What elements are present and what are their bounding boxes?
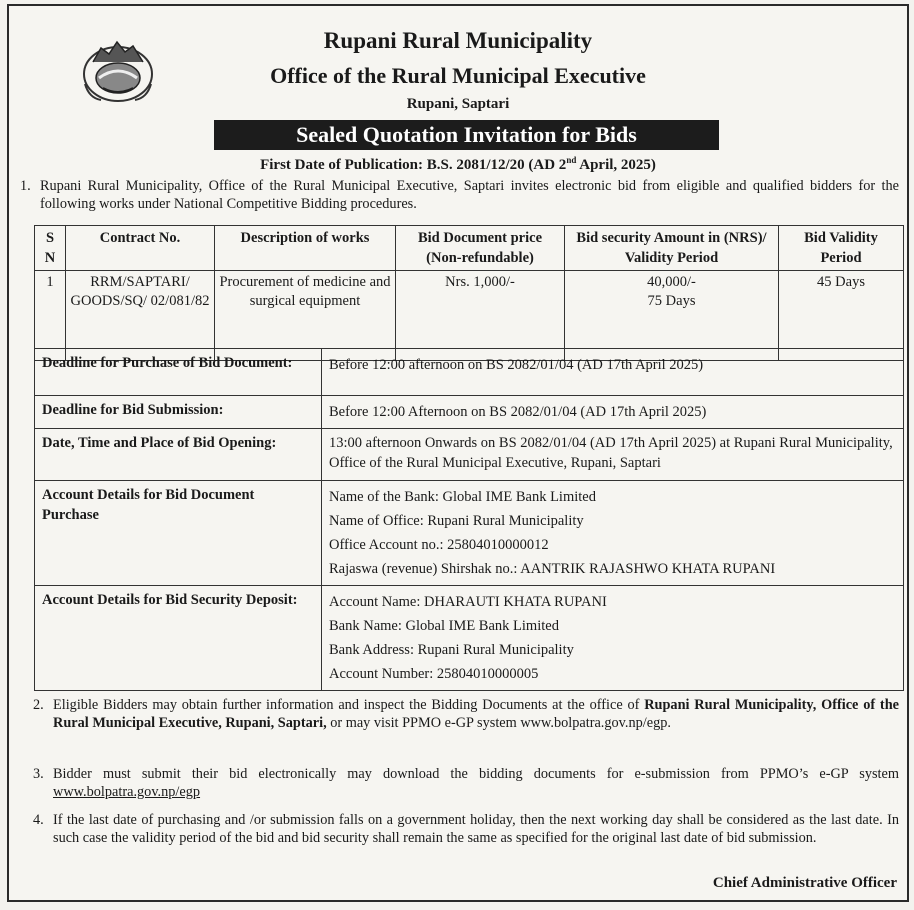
office-location: Rupani, Saptari [406, 96, 510, 112]
detail-value: Before 12:00 Afternoon on BS 2082/01/04 (AD 17th April 2025) [322, 396, 904, 429]
cell-security [565, 271, 779, 361]
detail-value: Name of the Bank: Global IME Bank Limited Name of Office: Rupani Rural Municipality Office Account no.: 25804010000012 Rajaswa (revenue) Shirshak no.: AANTRIK RAJASHWO KHATA RUPANI [322, 481, 904, 586]
signature: Chief Administrative Officer [712, 875, 897, 891]
cell-description: Procurement of medicine and surgical equipment [215, 271, 396, 361]
col-validity: Bid Validity Period [779, 226, 904, 271]
cell-validity: 45 Days [779, 271, 904, 361]
security-period: 75 Days [647, 293, 696, 309]
detail-value: Account Name: DHARAUTI KHATA RUPANI Bank Name: Global IME Bank Limited Bank Address: Rupani Rural Municipality Account Number: 25804010000005 [322, 586, 904, 691]
publication-date: First Date of Publication: B.S. 2081/12/20 (AD 2nd April, 2025) [260, 155, 656, 173]
office-name: Office of the Rural Municipal Executive [270, 63, 646, 88]
cell-contract: RRM/SAPTARI/ GOODS/SQ/ 02/081/82 [66, 271, 215, 361]
detail-row [35, 429, 904, 481]
detail-row [35, 349, 904, 396]
detail-row [35, 586, 904, 691]
cell-sn: 1 [35, 271, 66, 361]
detail-value: 13:00 afternoon Onwards on BS 2082/01/04 (AD 17th April 2025) at Rupani Rural Municipality, Office of the Rural Municipal Executive, Rupani, Saptari [322, 429, 904, 481]
detail-label: Deadline for Purchase of Bid Document: [35, 349, 322, 396]
col-sn: S N [35, 226, 66, 271]
egp-link[interactable]: www.bolpatra.gov.np/egp [53, 784, 201, 800]
detail-row [35, 396, 904, 429]
detail-label: Date, Time and Place of Bid Opening: [35, 429, 322, 481]
col-security: Bid security Amount in (NRS)/ Validity Period [565, 226, 779, 271]
detail-row [35, 481, 904, 586]
detail-value: Before 12:00 afternoon on BS 2082/01/04 (AD 17th April 2025) [322, 349, 904, 396]
notice-page: Rupani Rural Municipality Office of the Rural Municipal Executive Rupani, Saptari Sealed Quotation Invitation for Bids First Date of Publication: B.S. 2081/12/20 (AD 2nd April, 2025) 1. Rupani Rural Municipality, Office of the Rural Municipal Executive, Saptari invites electronic bid from eligible and qualified bidders for the following works under National Competitive Bidding procedures. S N Contract No. Description of works Bid Document price (Non-refundable) Bid security Amount in (NRS)/ Validity Period Bid Validity Period 1 RRM/SAPTARI/ GOODS/SQ/ 02/081/82 Procurement of medicine and surgical equipment Nrs. 1,000/- 40,000/- 75 Days 45 Days Deadline for Purchase of Bid Document: Before 12:00 afternoon on BS 2082/01/04 (AD 17th April 2025) Deadline for Bid Submission: Before 12:00 Afternoon on BS 2082/01/04 (AD 17th April 2025) Date, Time and Place of Bid Opening: 13:00 afternoon Onwards on BS 2082/01/04 (AD 17th April 2025) at Rupani Rural Municipality, Office of the Rural Municipal Executive, Rupani, Saptari Account Details for Bid Document Purchase Name of the Bank: Global IME Bank Limited Name of Office: Rupani Rural Municipality Office Account no.: 25804010000012 Rajaswa (revenue) Shirshak no.: AANTRIK RAJASHWO KHATA RUPANI Account Details for Bid Security Deposit: Account Name: DHARAUTI KHATA RUPANI Bank Name: Global IME Bank Limited Bank Address: Rupani Rural Municipality Account Number: 25804010000005 2. Eligible Bidders may obtain further information and inspect the Bidding Documents at the office of Rupani Rural Municipality, Office of the Rural Municipal Executive, Rupani, Saptari, or may visit PPMO e-GP system www.bolpatra.gov.np/egp. 3. Bidder must submit their bid electronically may download the bidding documents for e-submission from PPMO’s e-GP system www.bolpatra.gov.np/egp 4. If the last date of purchasing and /or submission falls on a government holiday, then the next working day shall be considered as the last date. In such case the validity period of the bid and bid security shall remain the same as specified for the original last date of bid submission. Chief Administrative Officer [7, 4, 909, 902]
col-price: Bid Document price (Non-refundable) [396, 226, 565, 271]
col-contract: Contract No. [66, 226, 215, 271]
details-table [34, 348, 904, 691]
detail-label: Account Details for Bid Document Purchase [35, 481, 322, 586]
detail-label: Deadline for Bid Submission: [35, 396, 322, 429]
detail-label: Account Details for Bid Security Deposit: [35, 586, 322, 691]
cell-price: Nrs. 1,000/- [396, 271, 565, 361]
notice-title: Sealed Quotation Invitation for Bids [214, 120, 719, 150]
security-amount: 40,000/- [647, 274, 696, 290]
col-description: Description of works [215, 226, 396, 271]
bid-table [34, 225, 904, 361]
org-name: Rupani Rural Municipality [323, 28, 593, 53]
bid-table-header [35, 226, 904, 271]
table-row [35, 271, 904, 361]
